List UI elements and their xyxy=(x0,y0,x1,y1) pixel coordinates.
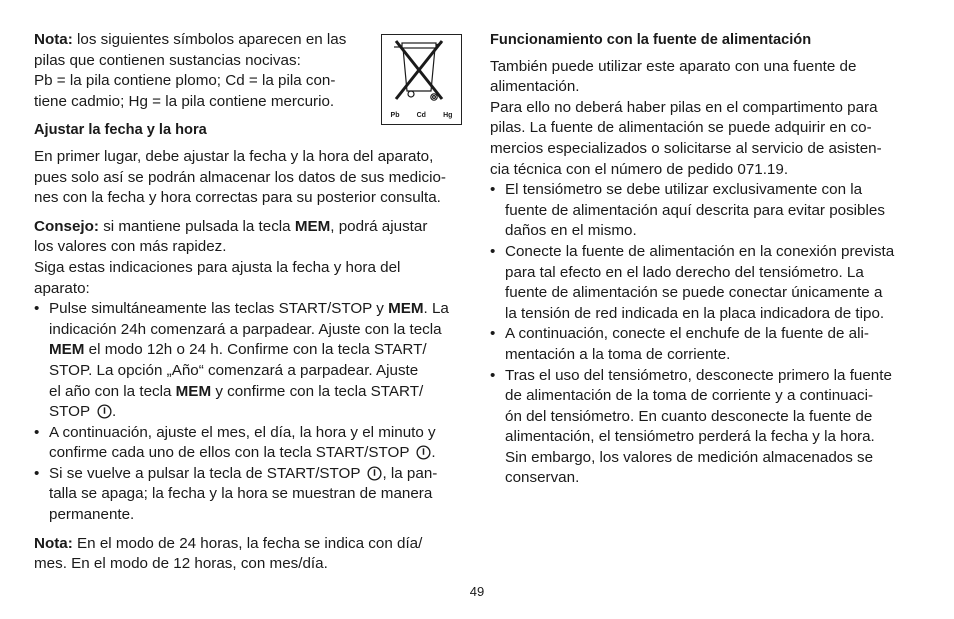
nota-paragraph: Nota: En el modo de 24 horas, la fecha se indica con día/ mes. En el modo de 12 horas, con mes/día. xyxy=(34,534,423,573)
section-heading: Ajustar la fecha y la hora xyxy=(34,122,207,139)
power-icon xyxy=(367,466,382,481)
intro-paragraph: También puede utilizar este aparato con una fuente de alimentación. Para ello no deberá haber pilas en el compartimento para pilas. La fuente de alimentación se puede adquirir en co- mercios especializados o solicitarse al servicio de asisten- cia técnica con el número de pedido 071.19. xyxy=(490,57,882,178)
battery-note: Nota: los siguientes símbolos aparecen en las pilas que contienen sustancias nocivas: Pb = la pila contiene plomo; Cd = la pila con- tiene cadmio; Hg = la pila contiene mercurio. xyxy=(34,31,347,110)
list-item: • Pulse simultáneamente las teclas START/STOP y MEM. La indicación 24h comenzará a parpadear. Ajuste con la tecla MEM el modo 12h o 24 h. Confirme con la tecla START/ STOP. La opción „Año“ comenzará a parpadear. Ajuste el año con la tecla MEM y confirme con la tecla START/ STOP . xyxy=(34,299,466,423)
intro-paragraph: En primer lugar, debe ajustar la fecha y la hora del aparato, pues solo así se podrán almacenar los datos de sus medicio- nes con la fecha y hora correctas para su posterior consulta. xyxy=(34,147,446,207)
list-item: • El tensiómetro se debe utilizar exclusivamente con la fuente de alimentación aquí descrita para evitar posibles daños en el mismo. xyxy=(490,180,920,242)
list-item: • A continuación, conecte el enchufe de la fuente de ali- mentación a la toma de corriente. xyxy=(490,324,920,365)
power-supply-list xyxy=(490,180,920,489)
list-item: • Si se vuelve a pulsar la tecla de START/STOP , la pan- talla se apaga; la fecha y la hora se muestran de manera permanente. xyxy=(34,464,466,526)
consejo-paragraph: Consejo: si mantiene pulsada la tecla MEM, podrá ajustar los valores con más rapidez. Siga estas indicaciones para ajusta la fecha y hora del aparato: xyxy=(34,217,428,297)
list-item: • Tras el uso del tensiómetro, desconecte primero la fuente de alimentación de la toma de corriente y a continuaci- ón del tensiómetro. En cuanto desconecte la fuente de alimentación, el tensiómetro perderá la fecha y la hora. Sin embargo, los valores de medición almacenados se conservan. xyxy=(490,366,920,490)
crossed-out-wheelie-bin-icon xyxy=(381,34,462,125)
nota-label: Nota: xyxy=(34,31,73,48)
list-item: • A continuación, ajuste el mes, el día, la hora y el minuto y confirme cada uno de ellos con la tecla START/STOP . xyxy=(34,423,466,464)
steps-list xyxy=(34,299,466,526)
list-item: • Conecte la fuente de alimentación en la conexión prevista para tal efecto en el lado derecho del tensiómetro. La fuente de alimentación se puede conectar únicamente a la tensión de red indicada en la placa indicadora de tipo. xyxy=(490,242,920,324)
power-icon xyxy=(97,404,112,419)
page-number: 49 xyxy=(469,584,485,599)
right-column xyxy=(490,30,920,489)
bin-graphic xyxy=(382,35,461,107)
power-icon xyxy=(416,445,431,460)
bin-labels: Pb Cd Hg xyxy=(390,112,453,119)
section-heading: Funcionamiento con la fuente de alimentación xyxy=(490,32,812,48)
